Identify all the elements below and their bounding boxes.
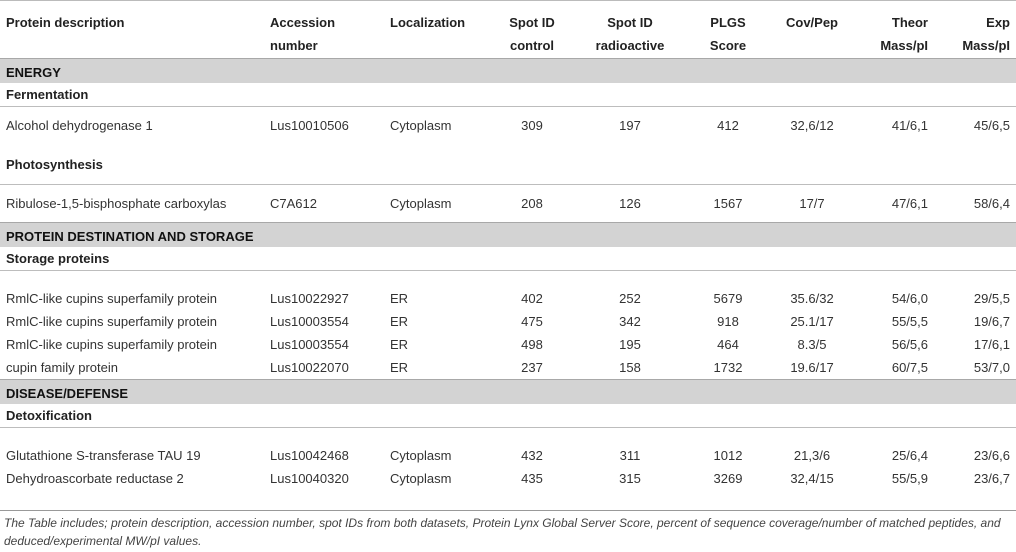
subsection-row-detoxification: [0, 404, 1016, 428]
header-spot-control: [488, 1, 576, 59]
cell-accession: Lus10003554: [270, 314, 349, 329]
table-row: [0, 287, 1016, 310]
subsection-title: Storage proteins: [6, 251, 110, 266]
cell-localization: Cytoplasm: [390, 196, 452, 211]
cell-accession: C7A612: [270, 196, 317, 211]
cell-exp: 53/7,0: [973, 360, 1010, 375]
header-label: Accession: [270, 15, 336, 30]
cell-theor: 56/5,6: [891, 337, 928, 352]
cell-theor: 41/6,1: [891, 118, 928, 133]
table-row: [0, 310, 1016, 333]
cell-spot-control: 435: [521, 471, 543, 486]
header-localization: [384, 1, 488, 59]
cell-theor: 55/5,9: [891, 471, 928, 486]
cell-description: Dehydroascorbate reductase 2: [6, 471, 184, 486]
header-theor-mass: [852, 1, 934, 59]
cell-description: Glutathione S-transferase TAU 19: [6, 448, 201, 463]
cell-spot-radioactive: 195: [619, 337, 641, 352]
header-accession: [264, 1, 384, 59]
spacer-row: [0, 428, 1016, 445]
cell-exp: 23/6,6: [973, 448, 1010, 463]
header-spot-radioactive: [576, 1, 684, 59]
subsection-row-photosynthesis: [0, 144, 1016, 185]
table-footnote: The Table includes; protein description, accession number, spot IDs from both datasets, Protein Lynx Global Server Score, percent of sequence coverage/number of matched peptides, and deduced/experimental MW/pI values.: [4, 516, 1001, 548]
cell-covpep: 32,4/15: [790, 471, 834, 486]
header-label: Spot ID: [607, 15, 653, 30]
cell-spot-control: 402: [521, 291, 543, 306]
cell-spot-control: 208: [521, 196, 543, 211]
cell-accession: Lus10022070: [270, 360, 349, 375]
header-label: Spot ID: [509, 15, 555, 30]
header-label: radioactive: [595, 38, 665, 53]
section-row-energy: [0, 59, 1016, 84]
cell-spot-control: 309: [521, 118, 543, 133]
cell-theor: 55/5,5: [891, 314, 928, 329]
cell-theor: 60/7,5: [891, 360, 928, 375]
cell-exp: 29/5,5: [973, 291, 1010, 306]
cell-plgs: 1732: [713, 360, 743, 375]
spacer-cell: [0, 271, 1016, 288]
cell-localization: Cytoplasm: [390, 471, 452, 486]
table-row: [0, 444, 1016, 467]
cell-plgs: 918: [717, 314, 739, 329]
section-row-protein-destination: [0, 223, 1016, 248]
header-label: Mass/pI: [880, 38, 928, 53]
cell-spot-radioactive: 252: [619, 291, 641, 306]
cell-spot-radioactive: 342: [619, 314, 641, 329]
table-row: [0, 107, 1016, 145]
cell-plgs: 5679: [713, 291, 743, 306]
cell-description: RmlC-like cupins superfamily protein: [6, 291, 217, 306]
cell-accession: Lus10003554: [270, 337, 349, 352]
cell-exp: 58/6,4: [973, 196, 1010, 211]
section-title: ENERGY: [0, 59, 1016, 84]
section-title: PROTEIN DESTINATION AND STORAGE: [0, 223, 1016, 248]
subsection-title: Fermentation: [6, 87, 89, 102]
header-label: control: [509, 38, 555, 53]
cell-spot-control: 432: [521, 448, 543, 463]
table-row: [0, 333, 1016, 356]
table-bottom-rule: [0, 510, 1016, 511]
header-label: Localization: [390, 15, 466, 30]
cell-spot-radioactive: 315: [619, 471, 641, 486]
cell-theor: 54/6,0: [891, 291, 928, 306]
cell-description: Alcohol dehydrogenase 1: [6, 118, 153, 133]
cell-covpep: 32,6/12: [790, 118, 834, 133]
header-label: Cov/Pep: [785, 15, 838, 30]
section-row-disease-defense: [0, 380, 1016, 405]
subsection-title: Photosynthesis: [6, 156, 103, 172]
cell-covpep: 17/7: [799, 196, 825, 211]
cell-exp: 19/6,7: [973, 314, 1010, 329]
header-exp-mass: [934, 1, 1016, 59]
cell-spot-control: 498: [521, 337, 543, 352]
header-label: Score: [709, 38, 747, 53]
spacer-row: [0, 271, 1016, 288]
cell-theor: 25/6,4: [891, 448, 928, 463]
cell-spot-radioactive: 126: [619, 196, 641, 211]
cell-plgs: 1567: [713, 196, 743, 211]
cell-accession: Lus10010506: [270, 118, 349, 133]
header-label: Exp: [986, 15, 1010, 30]
cell-spot-control: 237: [521, 360, 543, 375]
cell-covpep: 21,3/6: [793, 448, 831, 463]
cell-localization: ER: [390, 291, 409, 306]
cell-localization: Cytoplasm: [390, 118, 452, 133]
cell-description: Ribulose-1,5-bisphosphate carboxylas: [6, 196, 227, 211]
cell-plgs: 464: [717, 337, 739, 352]
cell-exp: 45/6,5: [973, 118, 1010, 133]
header-cov-pep: [772, 1, 852, 59]
cell-description: RmlC-like cupins superfamily protein: [6, 337, 217, 352]
subsection-row-storage-proteins: [0, 247, 1016, 271]
cell-covpep: 25.1/17: [790, 314, 834, 329]
cell-plgs: 3269: [713, 471, 743, 486]
section-title: DISEASE/DEFENSE: [0, 380, 1016, 405]
cell-localization: Cytoplasm: [390, 448, 452, 463]
cell-localization: ER: [390, 337, 409, 352]
table-row: [0, 185, 1016, 223]
header-label: number: [270, 38, 318, 53]
cell-covpep: 19.6/17: [790, 360, 834, 375]
spacer-cell: [0, 428, 1016, 445]
table-row: [0, 356, 1016, 380]
cell-exp: 23/6,7: [973, 471, 1010, 486]
header-label: PLGS: [710, 15, 746, 30]
cell-spot-radioactive: 197: [619, 118, 641, 133]
cell-description: RmlC-like cupins superfamily protein: [6, 314, 217, 329]
cell-plgs: 1012: [713, 448, 743, 463]
subsection-row-fermentation: [0, 83, 1016, 107]
header-label: Theor: [891, 15, 928, 30]
cell-exp: 17/6,1: [973, 337, 1010, 352]
cell-spot-radioactive: 311: [619, 448, 641, 463]
cell-spot-control: 475: [521, 314, 543, 329]
cell-covpep: 8.3/5: [797, 337, 827, 352]
cell-description: cupin family protein: [6, 360, 118, 375]
cell-plgs: 412: [717, 118, 739, 133]
cell-covpep: 35.6/32: [790, 291, 834, 306]
cell-theor: 47/6,1: [891, 196, 928, 211]
header-row: [0, 1, 1016, 59]
table-row: [0, 467, 1016, 490]
cell-accession: Lus10040320: [270, 471, 349, 486]
header-plgs-score: [684, 1, 772, 59]
header-label: Mass/pI: [962, 38, 1010, 53]
header-label: Protein description: [6, 15, 125, 30]
cell-accession: Lus10042468: [270, 448, 349, 463]
header-protein-description: [0, 1, 264, 59]
cell-accession: Lus10022927: [270, 291, 349, 306]
cell-localization: ER: [390, 360, 409, 375]
cell-spot-radioactive: 158: [619, 360, 641, 375]
subsection-title: Detoxification: [6, 408, 92, 423]
cell-localization: ER: [390, 314, 409, 329]
